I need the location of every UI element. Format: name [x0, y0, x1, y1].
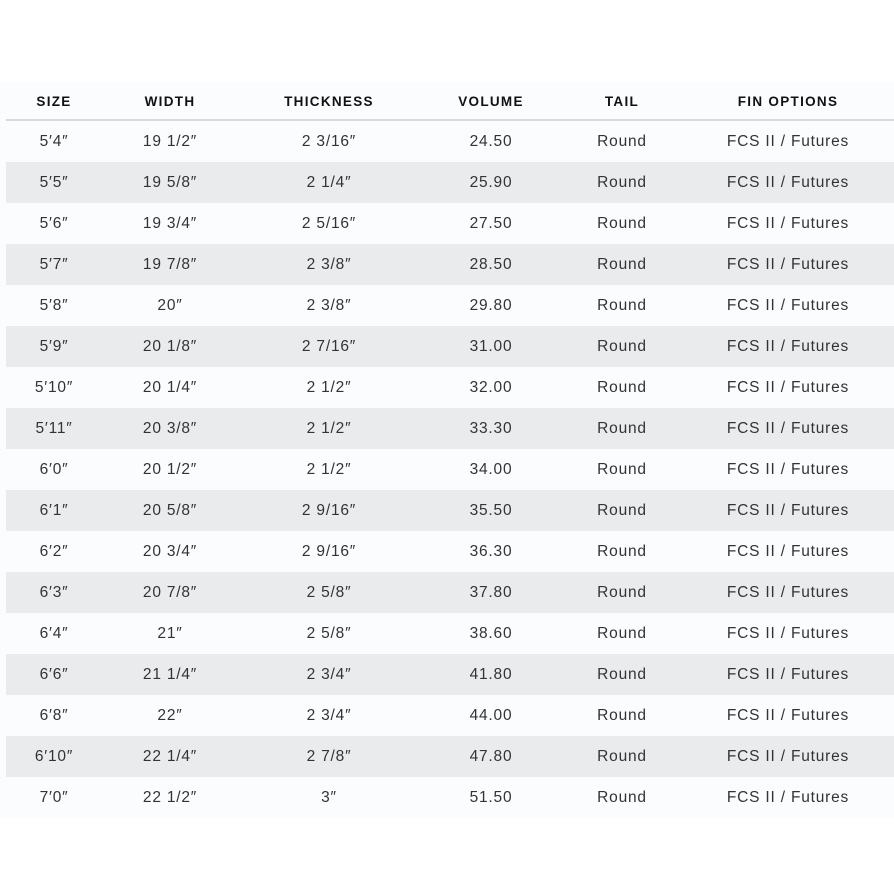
- thickness-cell: 2 3/4″: [238, 695, 420, 736]
- volume-cell: 44.00: [420, 695, 562, 736]
- width-cell: 20 1/8″: [102, 326, 238, 367]
- table-row: [6, 531, 894, 572]
- table-body: [6, 120, 894, 818]
- tail-cell: Round: [562, 695, 682, 736]
- tail-cell: Round: [562, 449, 682, 490]
- fin-options-cell: FCS II / Futures: [682, 449, 894, 490]
- width-cell: 20″: [102, 285, 238, 326]
- width-cell: 19 7/8″: [102, 244, 238, 285]
- thickness-cell: 2 5/16″: [238, 203, 420, 244]
- width-cell: 21″: [102, 613, 238, 654]
- volume-cell: 32.00: [420, 367, 562, 408]
- tail-cell: Round: [562, 162, 682, 203]
- size-cell: 5′10″: [6, 367, 102, 408]
- column-header-thickness: THICKNESS: [238, 82, 420, 120]
- table-row: [6, 777, 894, 818]
- volume-cell: 34.00: [420, 449, 562, 490]
- thickness-cell: 2 9/16″: [238, 531, 420, 572]
- width-cell: 21 1/4″: [102, 654, 238, 695]
- width-cell: 19 1/2″: [102, 120, 238, 162]
- thickness-cell: 2 1/2″: [238, 408, 420, 449]
- volume-cell: 24.50: [420, 120, 562, 162]
- size-cell: 6′0″: [6, 449, 102, 490]
- table-row: [6, 326, 894, 367]
- table-row: [6, 203, 894, 244]
- column-header-tail: TAIL: [562, 82, 682, 120]
- tail-cell: Round: [562, 736, 682, 777]
- volume-cell: 27.50: [420, 203, 562, 244]
- table-row: [6, 162, 894, 203]
- table-row: [6, 408, 894, 449]
- size-cell: 5′7″: [6, 244, 102, 285]
- width-cell: 20 1/4″: [102, 367, 238, 408]
- fin-options-cell: FCS II / Futures: [682, 490, 894, 531]
- width-cell: 20 5/8″: [102, 490, 238, 531]
- column-header-volume: VOLUME: [420, 82, 562, 120]
- size-cell: 6′1″: [6, 490, 102, 531]
- table-row: [6, 654, 894, 695]
- thickness-cell: 2 5/8″: [238, 572, 420, 613]
- tail-cell: Round: [562, 120, 682, 162]
- tail-cell: Round: [562, 285, 682, 326]
- size-chart-table: [6, 82, 894, 818]
- table-header: [6, 82, 894, 120]
- thickness-cell: 2 1/2″: [238, 449, 420, 490]
- tail-cell: Round: [562, 203, 682, 244]
- volume-cell: 28.50: [420, 244, 562, 285]
- thickness-cell: 2 3/4″: [238, 654, 420, 695]
- volume-cell: 33.30: [420, 408, 562, 449]
- size-cell: 5′4″: [6, 120, 102, 162]
- table-row: [6, 613, 894, 654]
- width-cell: 22 1/2″: [102, 777, 238, 818]
- thickness-cell: 2 9/16″: [238, 490, 420, 531]
- fin-options-cell: FCS II / Futures: [682, 367, 894, 408]
- table-row: [6, 572, 894, 613]
- width-cell: 20 3/8″: [102, 408, 238, 449]
- table-row: [6, 736, 894, 777]
- size-cell: 7′0″: [6, 777, 102, 818]
- width-cell: 20 7/8″: [102, 572, 238, 613]
- fin-options-cell: FCS II / Futures: [682, 531, 894, 572]
- size-cell: 5′5″: [6, 162, 102, 203]
- size-cell: 6′4″: [6, 613, 102, 654]
- fin-options-cell: FCS II / Futures: [682, 654, 894, 695]
- volume-cell: 35.50: [420, 490, 562, 531]
- column-header-width: WIDTH: [102, 82, 238, 120]
- tail-cell: Round: [562, 367, 682, 408]
- fin-options-cell: FCS II / Futures: [682, 408, 894, 449]
- volume-cell: 36.30: [420, 531, 562, 572]
- size-cell: 6′2″: [6, 531, 102, 572]
- column-header-size: SIZE: [6, 82, 102, 120]
- table-row: [6, 285, 894, 326]
- fin-options-cell: FCS II / Futures: [682, 244, 894, 285]
- fin-options-cell: FCS II / Futures: [682, 162, 894, 203]
- volume-cell: 25.90: [420, 162, 562, 203]
- width-cell: 20 3/4″: [102, 531, 238, 572]
- thickness-cell: 2 5/8″: [238, 613, 420, 654]
- column-header-fin-options: FIN OPTIONS: [682, 82, 894, 120]
- volume-cell: 51.50: [420, 777, 562, 818]
- width-cell: 22″: [102, 695, 238, 736]
- tail-cell: Round: [562, 244, 682, 285]
- table-row: [6, 449, 894, 490]
- fin-options-cell: FCS II / Futures: [682, 572, 894, 613]
- tail-cell: Round: [562, 572, 682, 613]
- table-row: [6, 695, 894, 736]
- header-row: [6, 82, 894, 120]
- thickness-cell: 2 1/4″: [238, 162, 420, 203]
- size-cell: 5′11″: [6, 408, 102, 449]
- size-chart-container: [0, 82, 894, 818]
- size-cell: 5′9″: [6, 326, 102, 367]
- size-cell: 6′8″: [6, 695, 102, 736]
- size-cell: 5′6″: [6, 203, 102, 244]
- fin-options-cell: FCS II / Futures: [682, 203, 894, 244]
- thickness-cell: 2 1/2″: [238, 367, 420, 408]
- table-row: [6, 367, 894, 408]
- size-cell: 6′10″: [6, 736, 102, 777]
- tail-cell: Round: [562, 490, 682, 531]
- table-row: [6, 120, 894, 162]
- thickness-cell: 2 7/8″: [238, 736, 420, 777]
- volume-cell: 38.60: [420, 613, 562, 654]
- size-cell: 6′3″: [6, 572, 102, 613]
- tail-cell: Round: [562, 531, 682, 572]
- fin-options-cell: FCS II / Futures: [682, 777, 894, 818]
- width-cell: 19 5/8″: [102, 162, 238, 203]
- table-row: [6, 244, 894, 285]
- tail-cell: Round: [562, 408, 682, 449]
- tail-cell: Round: [562, 777, 682, 818]
- thickness-cell: 3″: [238, 777, 420, 818]
- thickness-cell: 2 3/16″: [238, 120, 420, 162]
- fin-options-cell: FCS II / Futures: [682, 736, 894, 777]
- volume-cell: 31.00: [420, 326, 562, 367]
- fin-options-cell: FCS II / Futures: [682, 285, 894, 326]
- fin-options-cell: FCS II / Futures: [682, 613, 894, 654]
- table-row: [6, 490, 894, 531]
- size-cell: 6′6″: [6, 654, 102, 695]
- volume-cell: 37.80: [420, 572, 562, 613]
- tail-cell: Round: [562, 654, 682, 695]
- fin-options-cell: FCS II / Futures: [682, 120, 894, 162]
- thickness-cell: 2 7/16″: [238, 326, 420, 367]
- width-cell: 19 3/4″: [102, 203, 238, 244]
- width-cell: 22 1/4″: [102, 736, 238, 777]
- volume-cell: 47.80: [420, 736, 562, 777]
- fin-options-cell: FCS II / Futures: [682, 695, 894, 736]
- thickness-cell: 2 3/8″: [238, 285, 420, 326]
- width-cell: 20 1/2″: [102, 449, 238, 490]
- tail-cell: Round: [562, 326, 682, 367]
- thickness-cell: 2 3/8″: [238, 244, 420, 285]
- volume-cell: 29.80: [420, 285, 562, 326]
- volume-cell: 41.80: [420, 654, 562, 695]
- fin-options-cell: FCS II / Futures: [682, 326, 894, 367]
- tail-cell: Round: [562, 613, 682, 654]
- size-cell: 5′8″: [6, 285, 102, 326]
